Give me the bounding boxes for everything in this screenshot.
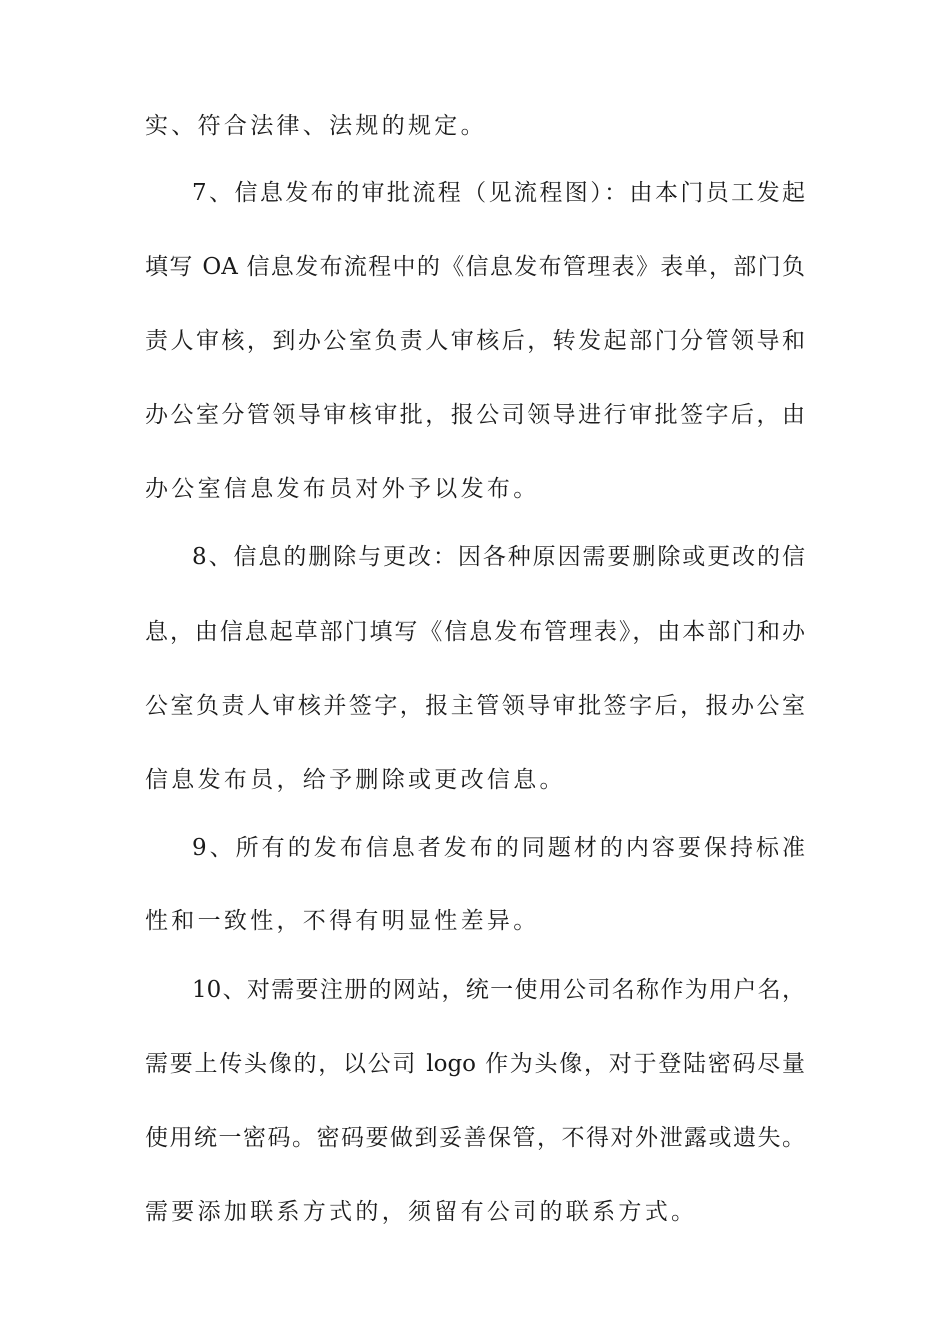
paragraph-line: 实、符合法律、法规的规定。 — [145, 113, 487, 139]
paragraph-line: 10、对需要注册的网站，统一使用公司名称作为用户名， — [192, 977, 805, 1003]
paragraph-line: 8、信息的删除与更改：因各种原因需要删除或更改的信 — [192, 544, 805, 570]
paragraph-line: 性和一致性，不得有明显性差异。 — [145, 908, 540, 934]
paragraph-line: 使用统一密码。密码要做到妥善保管，不得对外泄露或遗失。 — [145, 1125, 805, 1151]
paragraph-line: 息，由信息起草部门填写《信息发布管理表》，由本部门和办 — [145, 619, 805, 645]
paragraph-line: 办公室信息发布员对外予以发布。 — [145, 476, 540, 502]
paragraph-line: 责人审核，到办公室负责人审核后，转发起部门分管领导和 — [145, 328, 805, 354]
paragraph-line: 信息发布员，给予删除或更改信息。 — [145, 767, 566, 793]
paragraph-line: 7、信息发布的审批流程（见流程图）：由本门员工发起 — [192, 180, 805, 206]
paragraph-line: 公室负责人审核并签字，报主管领导审批签字后，报办公室 — [145, 693, 805, 719]
paragraph-line: 需要上传头像的，以公司 logo 作为头像，对于登陆密码尽量 — [145, 1051, 805, 1077]
paragraph-line: 9、所有的发布信息者发布的同题材的内容要保持标准 — [192, 835, 805, 861]
paragraph-line: 办公室分管领导审核审批，报公司领导进行审批签字后，由 — [145, 402, 805, 428]
paragraph-line: 填写 OA 信息发布流程中的《信息发布管理表》表单，部门负 — [145, 254, 805, 280]
paragraph-line: 需要添加联系方式的，须留有公司的联系方式。 — [145, 1199, 698, 1225]
